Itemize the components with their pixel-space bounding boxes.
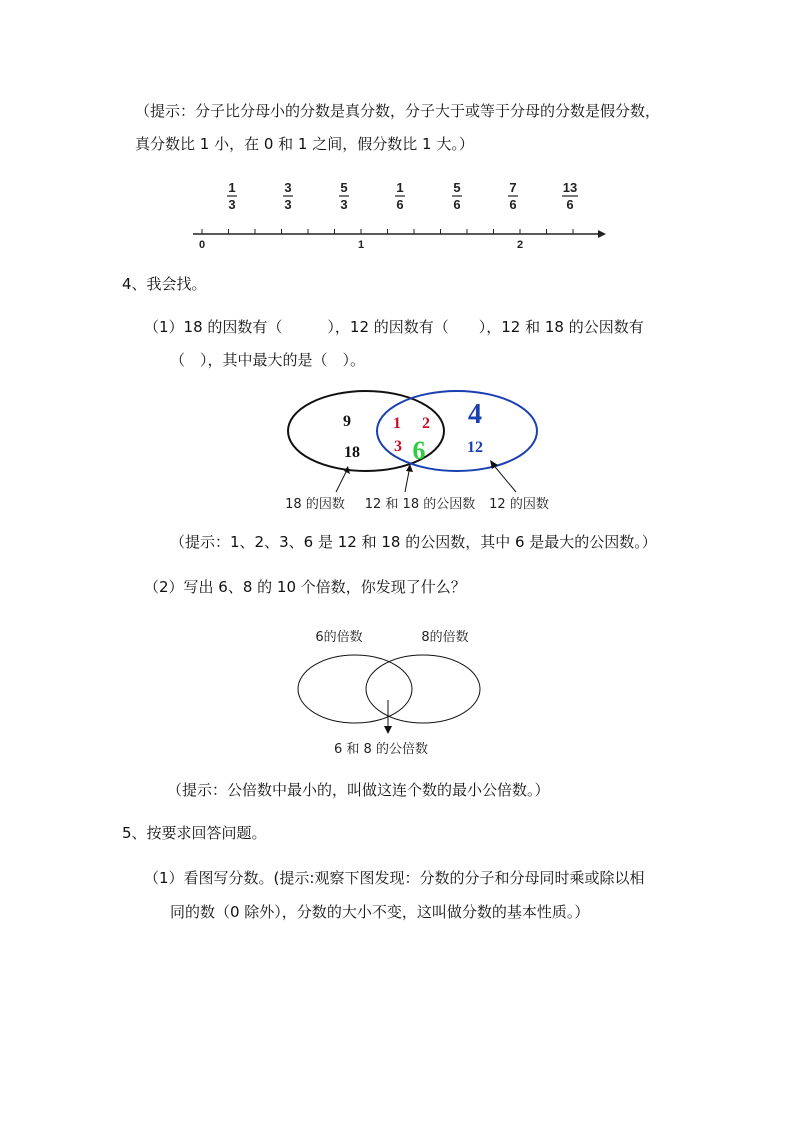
- venn1-left-9: 9: [343, 413, 351, 430]
- venn1-left-18: 18: [344, 444, 360, 461]
- venn1-label-mid: 12 和 18 的公因数: [364, 497, 476, 512]
- venn2-label-bottom: 6 和 8 的公倍数: [334, 742, 428, 757]
- venn1-label-left: 18 的因数: [285, 497, 345, 512]
- fraction-3-3: [283, 180, 293, 212]
- axis-label-1: 1: [357, 239, 365, 251]
- arrow-head-icon: [598, 230, 606, 238]
- fraction-denominator: 3: [228, 197, 236, 212]
- fraction-denominator: 6: [453, 197, 461, 212]
- venn2-label-right: 8的倍数: [421, 630, 469, 645]
- venn1-common-1: 1: [393, 415, 401, 432]
- fraction-1-3: [227, 180, 237, 212]
- hint-common-factors: （提示：1、2、3、6 是 12 和 18 的公因数，其中 6 是最大的公因数。）: [170, 533, 657, 551]
- fraction-labels: [227, 180, 578, 212]
- fraction-denominator: 6: [566, 197, 574, 212]
- q5-1-line-2: 同的数（0 除外），分数的大小不变，这叫做分数的基本性质。）: [170, 903, 590, 921]
- q5-1-line-1: （1）看图写分数。(提示:观察下图发现：分数的分子和分母同时乘或除以相: [144, 869, 645, 887]
- fraction-numerator: 3: [284, 180, 292, 195]
- venn1-label-right: 12 的因数: [489, 497, 549, 512]
- q4-1-line-1: （1）18 的因数有（ ），12 的因数有（ ），12 和 18 的公因数有: [144, 318, 644, 336]
- fraction-1-6: [395, 180, 405, 212]
- fraction-7-6: [508, 180, 518, 212]
- q4-2: （2）写出 6、8 的 10 个倍数，你发现了什么？: [144, 578, 466, 596]
- venn2-left-circle: [298, 655, 412, 723]
- fraction-numerator: 1: [396, 180, 404, 195]
- fraction-numerator: 5: [340, 180, 348, 195]
- fraction-denominator: 3: [340, 197, 348, 212]
- fraction-numerator: 7: [509, 180, 517, 195]
- fraction-denominator: 6: [396, 197, 404, 212]
- fraction-denominator: 6: [509, 197, 517, 212]
- down-arrow-icon: [384, 726, 392, 734]
- axis-label-2: 2: [516, 239, 524, 251]
- fraction-numerator: 13: [562, 180, 578, 195]
- venn1-right-circle: [377, 391, 537, 471]
- hint-fraction-line-1: （提示：分子比分母小的分数是真分数，分子大于或等于分母的分数是假分数，: [135, 102, 661, 120]
- axis-label-0: 0: [198, 239, 206, 251]
- hint-fraction-line-2: 真分数比 1 小，在 0 和 1 之间，假分数比 1 大。）: [135, 135, 474, 153]
- venn2-right-circle: [366, 655, 480, 723]
- venn1-common-3: 3: [394, 438, 402, 455]
- q4-title: 4、我会找。: [122, 275, 207, 293]
- hint-lcm: （提示：公倍数中最小的，叫做这连个数的最小公倍数。）: [167, 781, 550, 799]
- fraction-numerator: 5: [453, 180, 461, 195]
- fraction-5-3: [339, 180, 349, 212]
- venn1-right-4: 4: [468, 399, 482, 430]
- fraction-5-6: [452, 180, 462, 212]
- fraction-13-6: [562, 180, 578, 212]
- venn1-common-6: 6: [412, 436, 426, 465]
- fraction-numerator: 1: [228, 180, 236, 195]
- venn1-right-12: 12: [467, 439, 483, 456]
- venn1-common-2: 2: [422, 415, 430, 432]
- q4-1-line-2: （ ），其中最大的是（ ）。: [170, 351, 366, 369]
- fraction-denominator: 3: [284, 197, 292, 212]
- q5-title: 5、按要求回答问题。: [122, 824, 267, 842]
- venn2-label-left: 6的倍数: [315, 630, 363, 645]
